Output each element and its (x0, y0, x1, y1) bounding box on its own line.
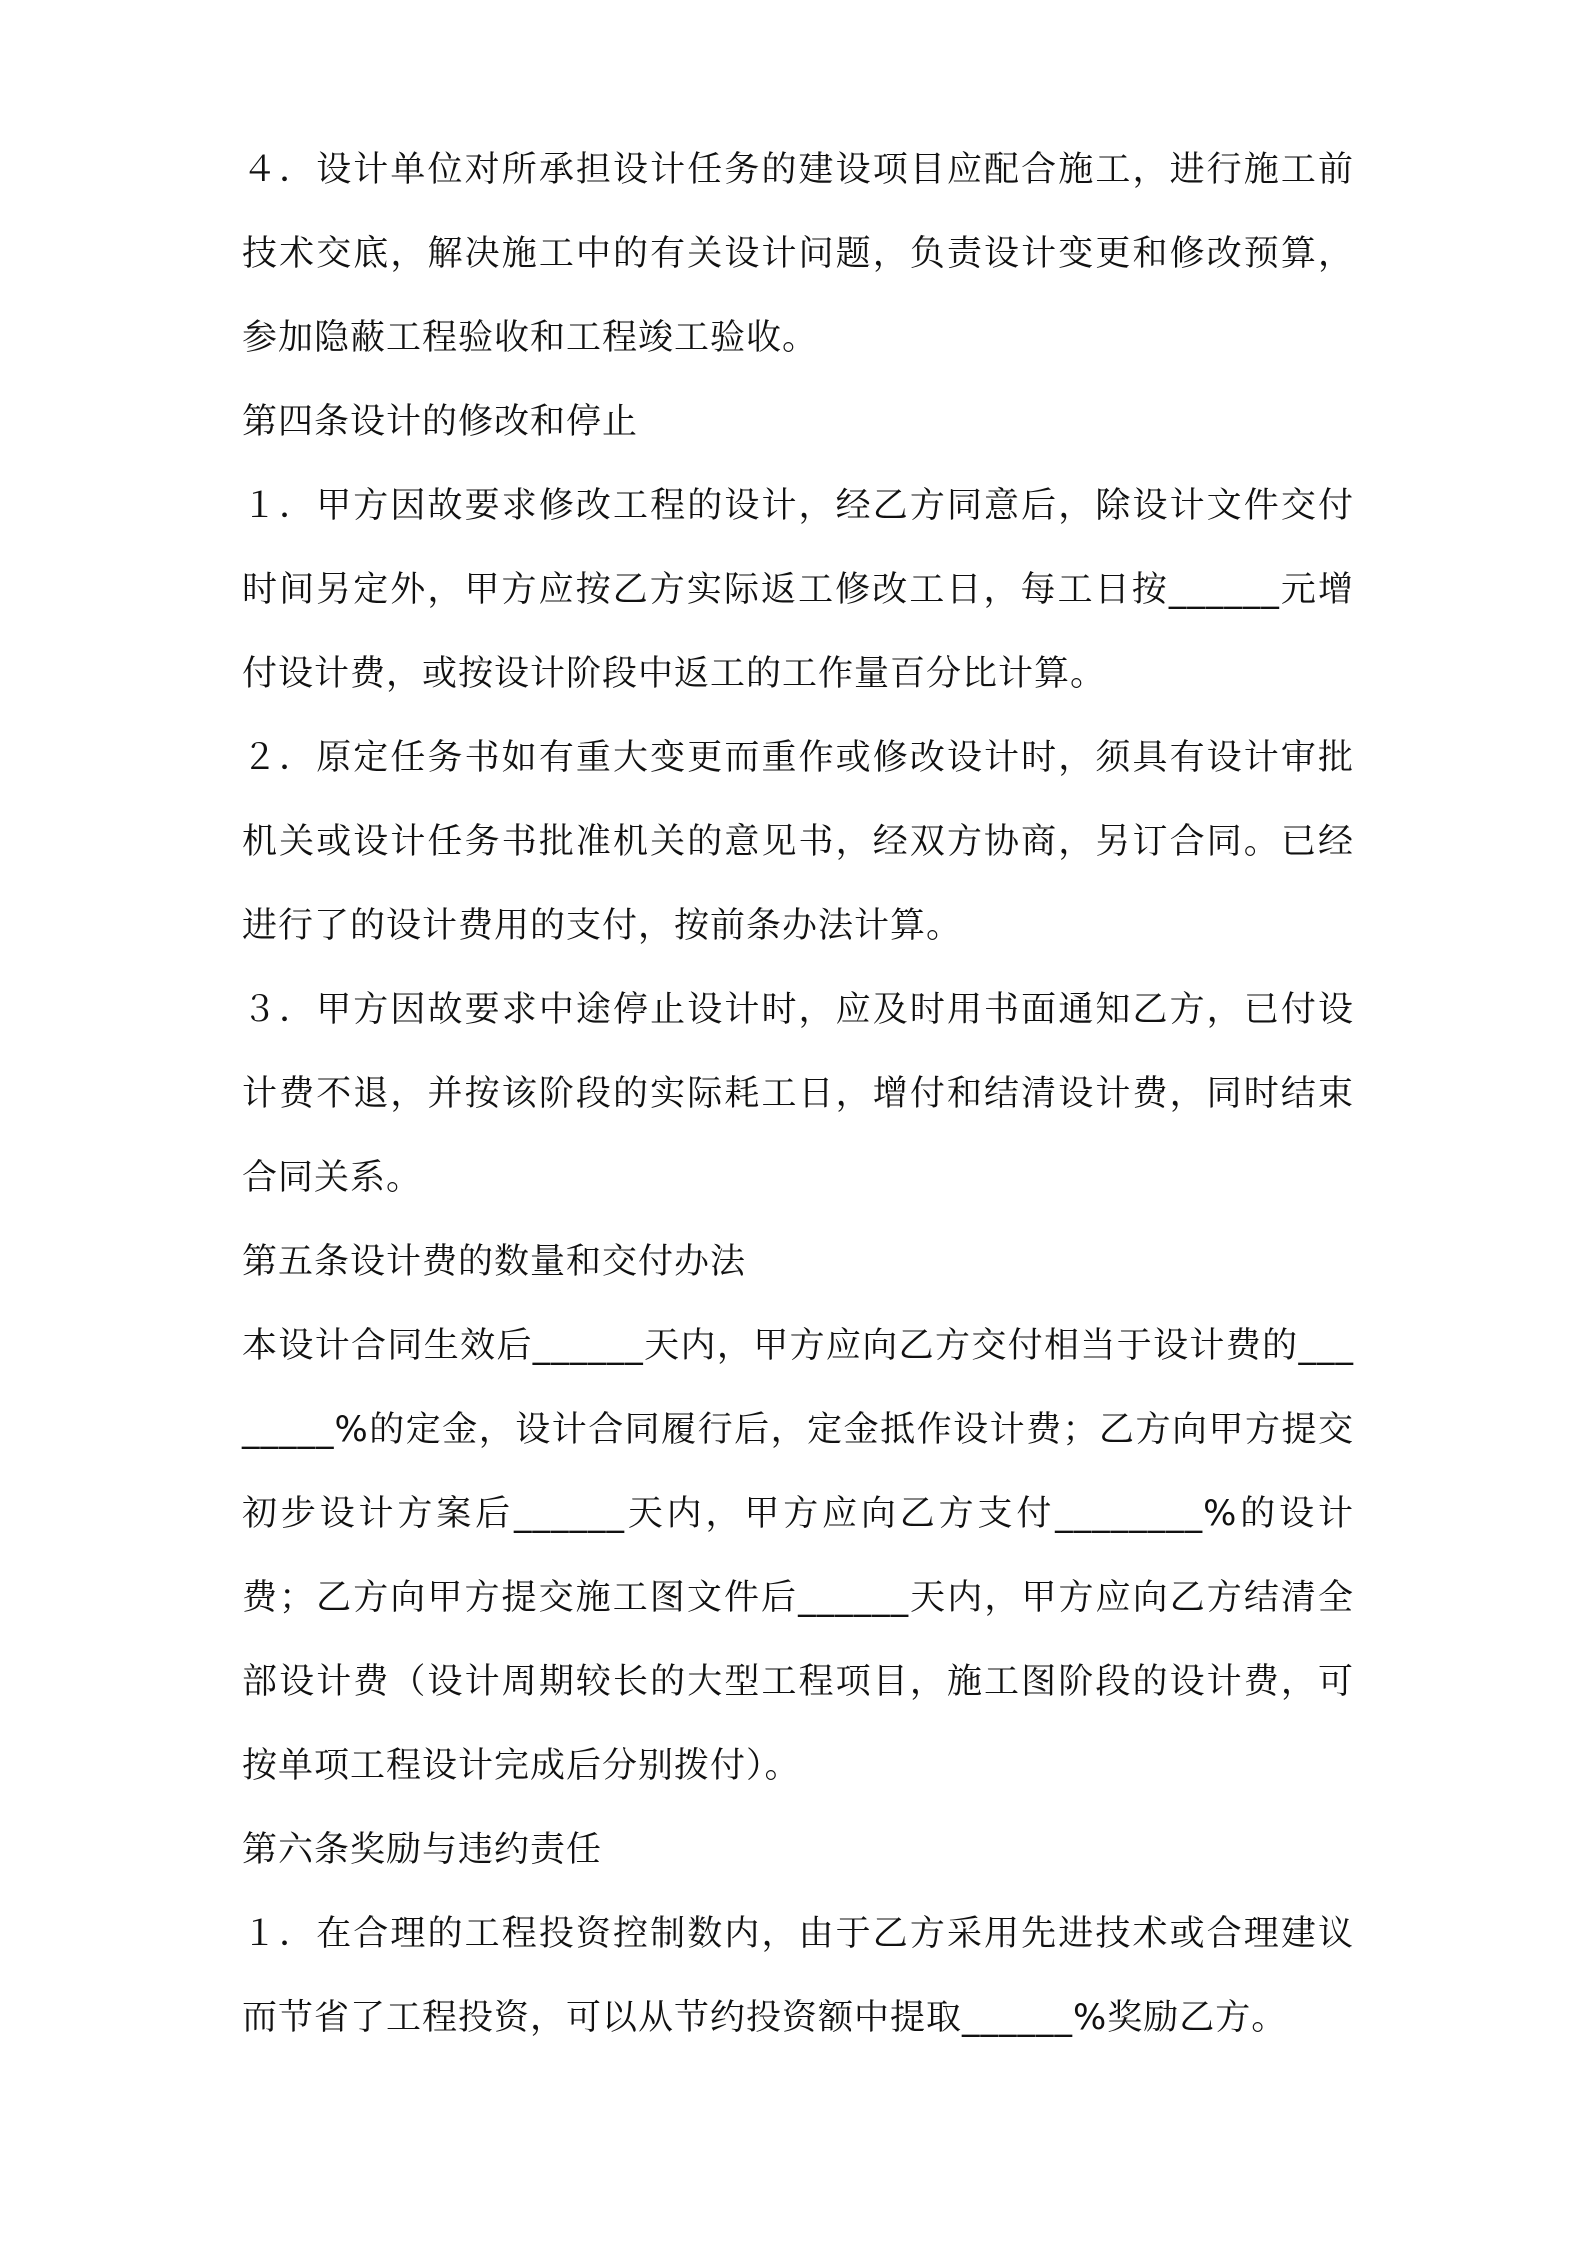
article-4-heading: 第四条设计的修改和停止 (242, 402, 639, 442)
paragraph-article-5-body: 本设计合同生效后______天内，甲方应向乙方交付相当于设计费的________%的定金，设计合同履行后，定金抵作设计费；乙方向甲方提交初步设计方案后______天内，甲方应向乙方支付________%的设计费；乙方向甲方提交施工图文件后______天内，甲方应向乙方结清全部设计费（设计周期较长的大型工程项目，施工图阶段的设计费，可按单项工程设计完成后分别拨付）。 (242, 1326, 1354, 1786)
document-body (242, 128, 1354, 2060)
paragraph-article-4-item-1: １．甲方因故要求修改工程的设计，经乙方同意后，除设计文件交付时间另定外，甲方应按乙方实际返工修改工日，每工日按______元增付设计费，或按设计阶段中返工的工作量百分比计算。 (242, 486, 1354, 694)
paragraph-item-4-design-unit: ４．设计单位对所承担设计任务的建设项目应配合施工，进行施工前技术交底，解决施工中的有关设计问题，负责设计变更和修改预算，参加隐蔽工程验收和工程竣工验收。 (242, 150, 1354, 358)
paragraph-article-4-item-2: ２．原定任务书如有重大变更而重作或修改设计时，须具有设计审批机关或设计任务书批准机关的意见书，经双方协商，另订合同。已经进行了的设计费用的支付，按前条办法计算。 (242, 738, 1354, 946)
paragraph-article-6-item-1: １．在合理的工程投资控制数内，由于乙方采用先进技术或合理建议而节省了工程投资，可以从节约投资额中提取______%奖励乙方。 (242, 1914, 1354, 2038)
paragraph-article-4-item-3: ３．甲方因故要求中途停止设计时，应及时用书面通知乙方，已付设计费不退，并按该阶段的实际耗工日，增付和结清设计费，同时结束合同关系。 (242, 990, 1354, 1198)
article-5-heading: 第五条设计费的数量和交付办法 (242, 1242, 747, 1282)
article-6-heading: 第六条奖励与违约责任 (242, 1830, 603, 1870)
